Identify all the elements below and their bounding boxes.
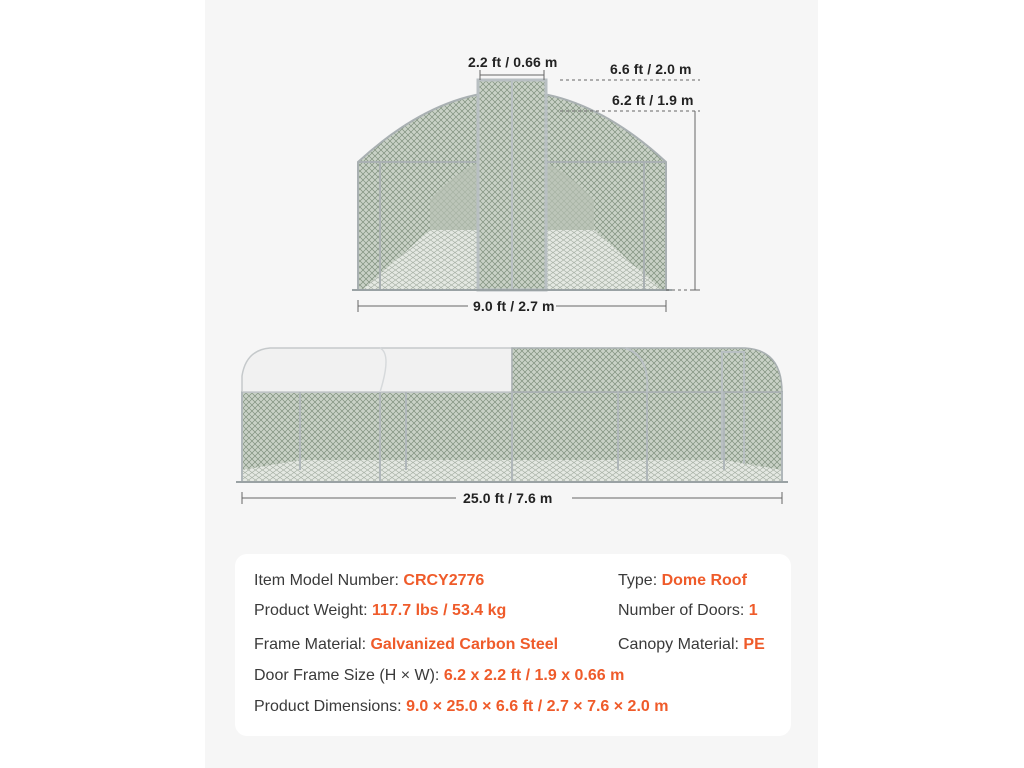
spec-canopy-label: Canopy Material: (618, 636, 744, 653)
spec-frame-label: Frame Material: (254, 636, 371, 653)
spec-doors (618, 602, 758, 620)
spec-model-label: Item Model Number: (254, 572, 404, 589)
side-height-label: 6.2 ft / 1.9 m (612, 92, 694, 108)
spec-type-value: Dome Roof (661, 572, 747, 589)
spec-weight (254, 602, 506, 620)
spec-model-value: CRCY2776 (403, 572, 485, 589)
spec-product-dims-value: 9.0 × 25.0 × 6.6 ft / 2.7 × 7.6 × 2.0 m (406, 698, 669, 715)
spec-doors-label: Number of Doors: (618, 602, 749, 619)
spec-frame (254, 636, 558, 654)
front-view (352, 80, 672, 290)
spec-frame-value: Galvanized Carbon Steel (370, 636, 559, 653)
spec-product-dims (254, 698, 668, 716)
spec-door-frame (254, 667, 624, 685)
spec-canopy-value: PE (743, 636, 765, 653)
length-label: 25.0 ft / 7.6 m (463, 490, 553, 506)
spec-weight-label: Product Weight: (254, 602, 372, 619)
spec-product-dims-label: Product Dimensions: (254, 698, 407, 715)
door-width-label: 2.2 ft / 0.66 m (468, 54, 558, 70)
spec-type (618, 572, 747, 590)
spec-door-frame-label: Door Frame Size (H × W): (254, 667, 444, 684)
spec-canopy (618, 636, 765, 654)
spec-doors-value: 1 (748, 602, 758, 619)
spec-model (254, 572, 484, 590)
spec-weight-value: 117.7 lbs / 53.4 kg (371, 602, 507, 619)
spec-type-label: Type: (618, 572, 662, 589)
spec-door-frame-value: 6.2 x 2.2 ft / 1.9 x 0.66 m (443, 667, 625, 684)
width-label: 9.0 ft / 2.7 m (473, 298, 555, 314)
side-view (236, 348, 788, 482)
total-height-label: 6.6 ft / 2.0 m (610, 61, 692, 77)
